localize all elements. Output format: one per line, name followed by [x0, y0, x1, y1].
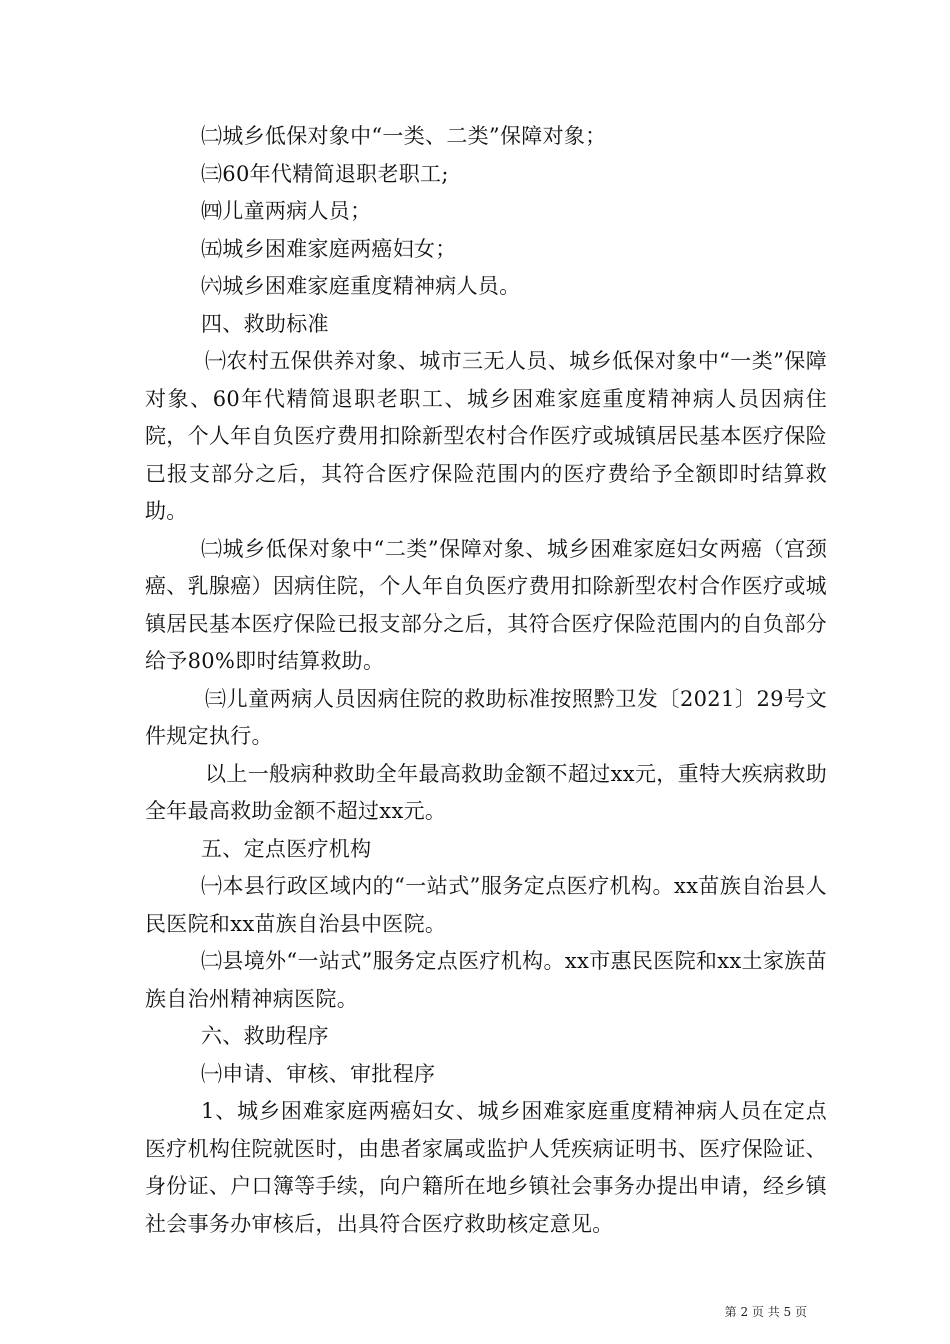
paragraph: ㈡县境外“一站式”服务定点医疗机构。xx市惠民医院和xx土家族苗族自治州精神病医院。	[145, 949, 827, 1011]
paragraph: ㈠本县行政区域内的“一站式”服务定点医疗机构。xx苗族自治县人民医院和xx苗族自治县中医院。	[145, 874, 827, 936]
page-number-footer: 第 2 页 共 5 页	[724, 1305, 807, 1319]
section-heading: 四、救助标准	[201, 311, 329, 336]
paragraph: ㈢儿童两病人员因病住院的救助标准按照黔卫发〔2021〕29号文件规定执行。	[145, 686, 827, 748]
document-body	[145, 118, 827, 1243]
paragraph: 1、城乡困难家庭两癌妇女、城乡困难家庭重度精神病人员在定点医疗机构住院就医时，由患者家属或监护人凭疾病证明书、医疗保险证、身份证、户口簿等手续，向户籍所在地乡镇社会事务办提出申请，经乡镇社会事务办审核后，出具符合医疗救助核定意见。	[145, 1099, 827, 1236]
paragraph: ㈡城乡低保对象中“一类、二类”保障对象；	[201, 124, 607, 148]
paragraph: ㈢60年代精简退职老职工;	[201, 161, 449, 186]
paragraph: ㈥城乡困难家庭重度精神病人员。	[201, 274, 521, 298]
paragraph: ㈠申请、审核、审批程序	[201, 1061, 436, 1086]
paragraph: ㈠农村五保供养对象、城市三无人员、城乡低保对象中“一类”保障对象、60年代精简退职老职工、城乡困难家庭重度精神病人员因病住院，个人年自负医疗费用扣除新型农村合作医疗或城镇居民基本医疗保险已报支部分之后，其符合医疗保险范围内的医疗费给予全额即时结算救助。	[145, 349, 827, 523]
section-heading: 六、救助程序	[201, 1024, 329, 1048]
paragraph: ㈡城乡低保对象中“二类”保障对象、城乡困难家庭妇女两癌（宫颈癌、乳腺癌）因病住院，个人年自负医疗费用扣除新型农村合作医疗或城镇居民基本医疗保险已报支部分之后，其符合医疗保险范围内的自负部分给予80%即时结算救助。	[145, 536, 827, 673]
section-heading: 五、定点医疗机构	[201, 836, 372, 861]
paragraph: 以上一般病种救助全年最高救助金额不超过xx元，重特大疾病救助全年最高救助金额不超过xx元。	[145, 761, 827, 823]
paragraph: ㈤城乡困难家庭两癌妇女；	[201, 236, 457, 261]
paragraph: ㈣儿童两病人员；	[201, 199, 372, 223]
